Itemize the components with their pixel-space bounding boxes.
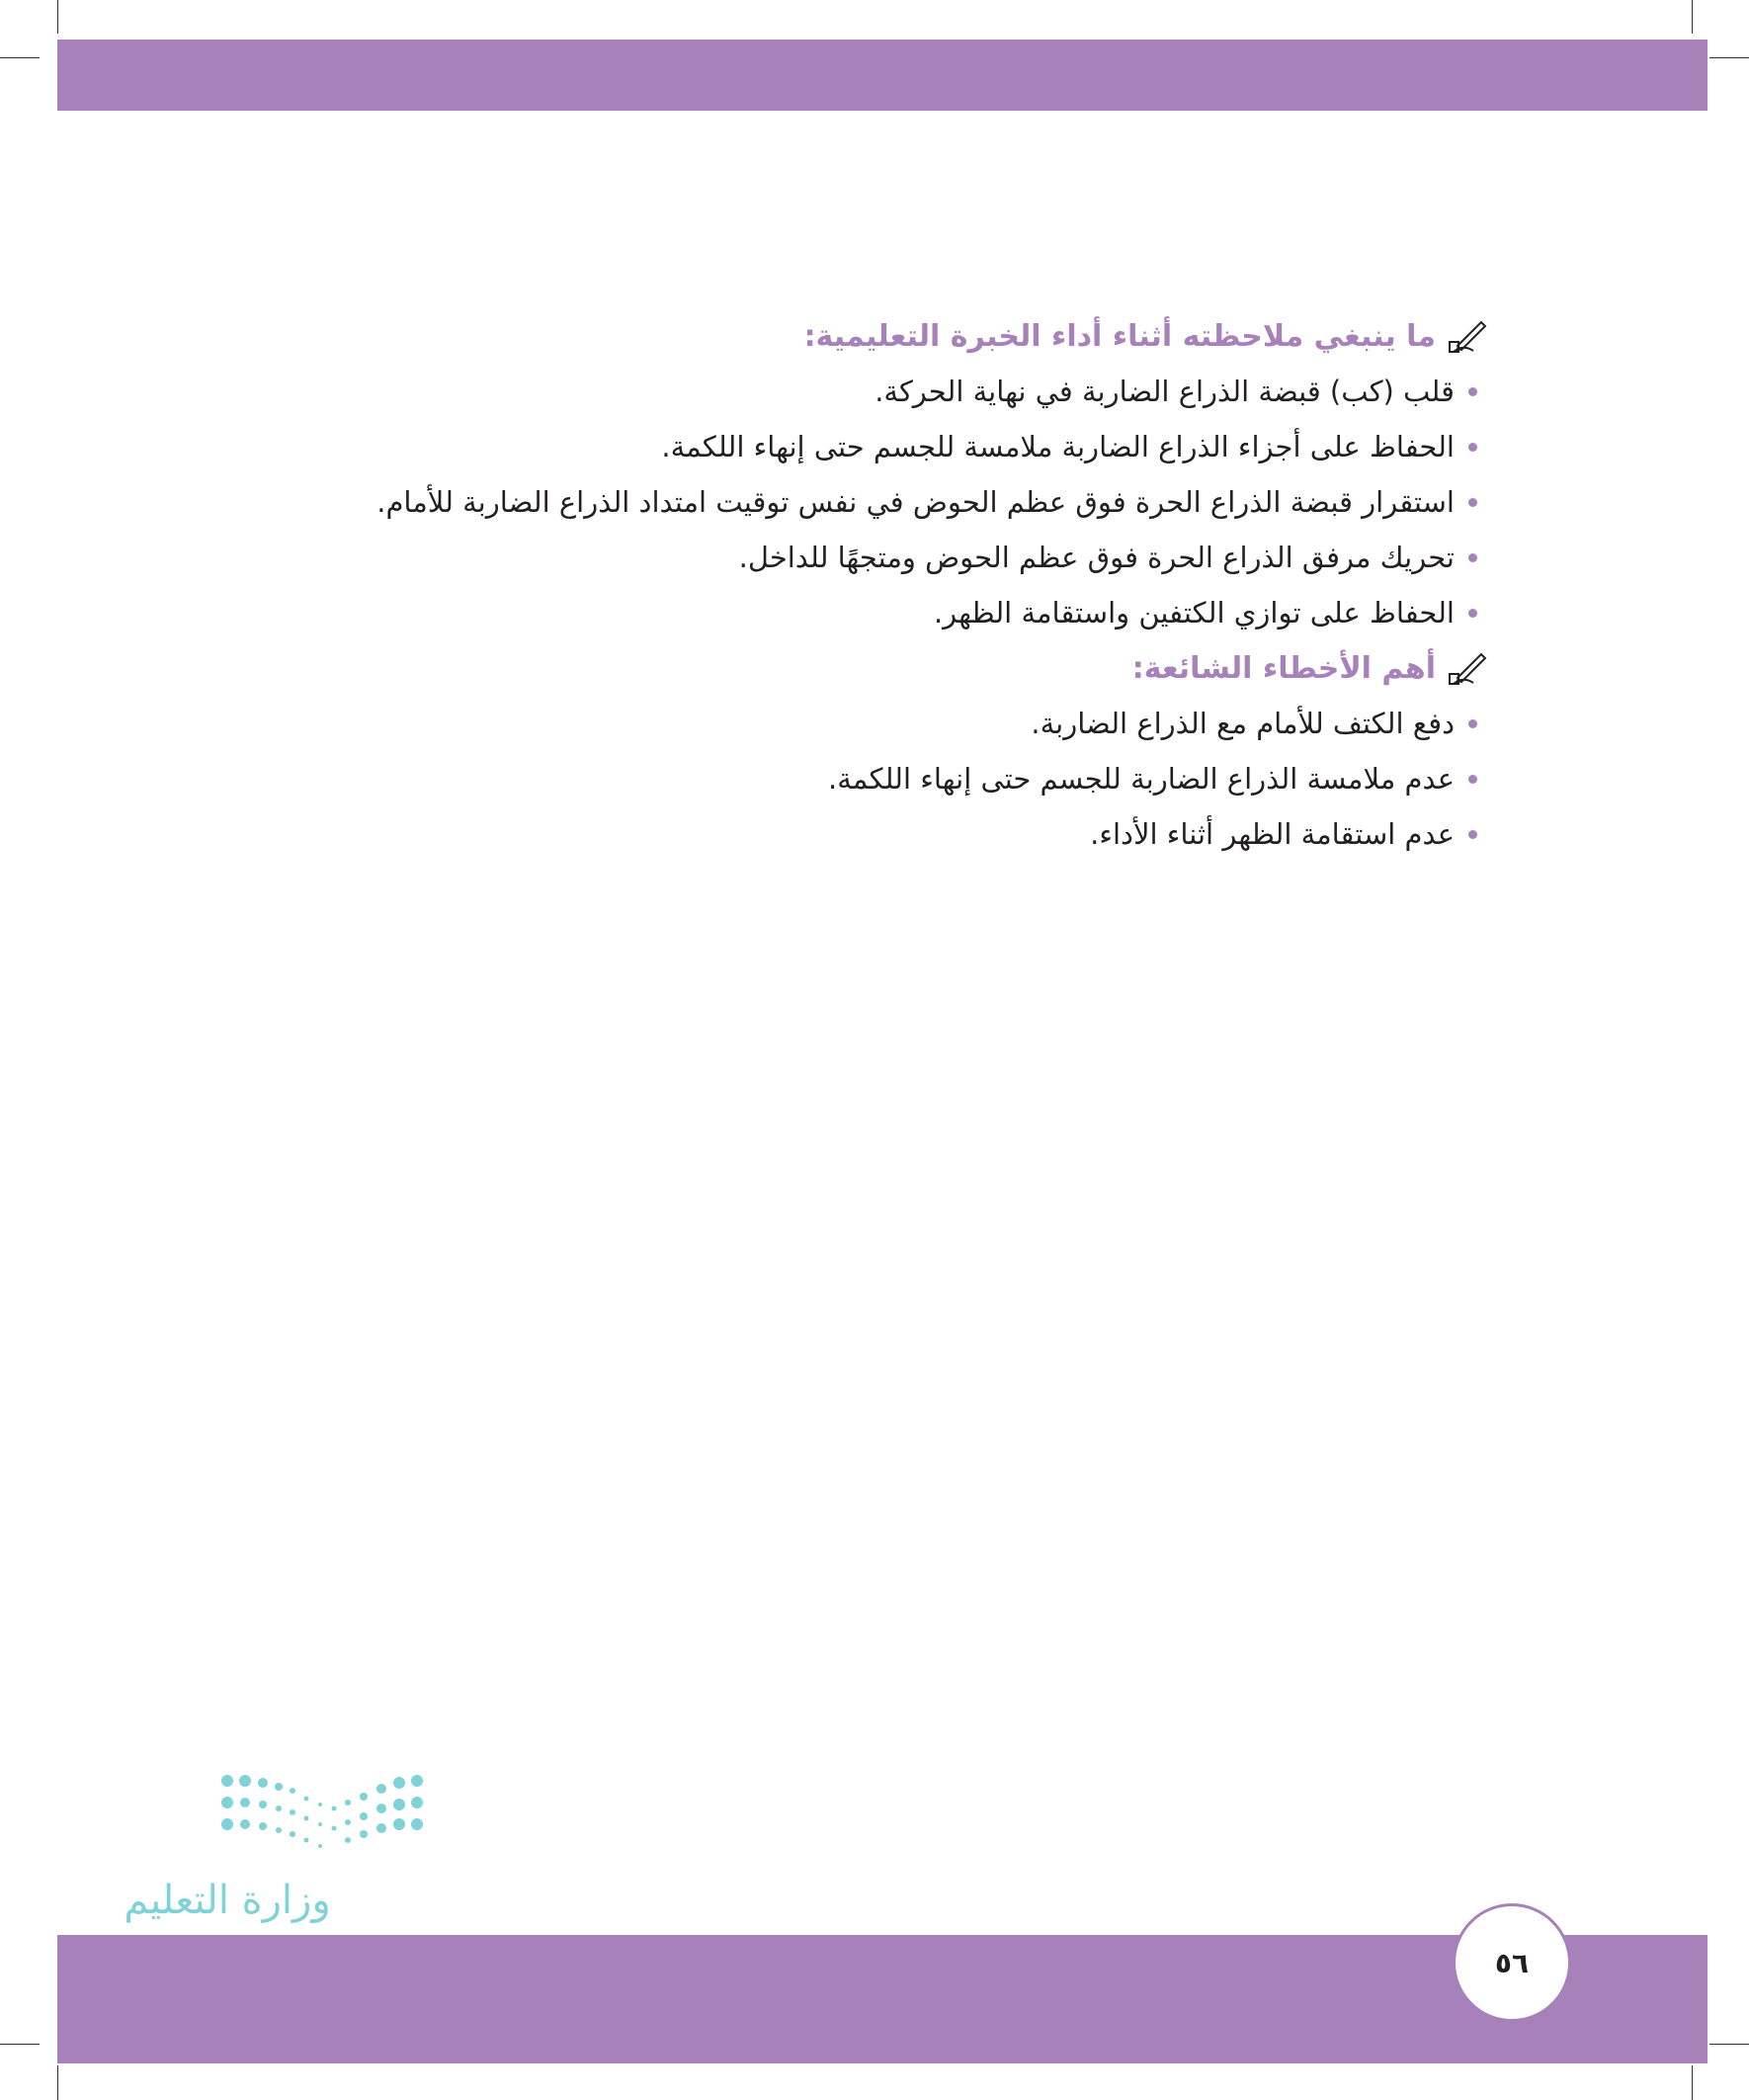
list-item	[203, 474, 1487, 530]
bullet-icon	[1468, 387, 1477, 396]
observation-heading-text: ما ينبغي ملاحظته أثناء أداء الخبرة التعليمية:	[803, 318, 1436, 354]
ministry-logo-text: وزارة التعليم	[124, 1878, 331, 1923]
list-item-text: قلب (كب) قبضة الذراع الضاربة في نهاية الحركة.	[874, 375, 1455, 408]
crop-mark	[1709, 57, 1749, 58]
list-item	[203, 530, 1487, 585]
bullet-icon	[1468, 498, 1477, 507]
crop-mark	[1709, 2044, 1749, 2045]
bullet-icon	[1468, 775, 1477, 784]
list-item-text: دفع الكتف للأمام مع الذراع الضاربة.	[1031, 707, 1455, 740]
errors-heading-text: أهم الأخطاء الشائعة:	[1131, 650, 1436, 686]
list-item	[203, 585, 1487, 640]
list-item-text: الحفاظ على أجزاء الذراع الضاربة ملامسة للجسم حتى إنهاء اللكمة.	[661, 430, 1455, 463]
crop-mark	[57, 2065, 58, 2100]
list-item	[203, 806, 1487, 862]
crop-mark	[0, 57, 40, 58]
errors-heading	[203, 640, 1487, 696]
list-item-text: عدم ملامسة الذراع الضاربة للجسم حتى إنهاء اللكمة.	[828, 762, 1455, 796]
page-number: ٥٦	[1453, 1903, 1571, 2022]
list-item	[203, 364, 1487, 419]
crop-mark	[1692, 0, 1693, 34]
errors-list	[203, 696, 1487, 862]
list-item	[203, 696, 1487, 751]
pencil-writing-icon	[1448, 318, 1487, 354]
observation-heading	[203, 308, 1487, 364]
list-item	[203, 419, 1487, 474]
bullet-icon	[1468, 443, 1477, 452]
bullet-icon	[1468, 553, 1477, 562]
list-item-text: استقرار قبضة الذراع الحرة فوق عظم الحوض في نفس توقيت امتداد الذراع الضاربة للأمام.	[376, 485, 1455, 519]
crop-mark	[57, 0, 58, 34]
list-item-text: عدم استقامة الظهر أثناء الأداء.	[1090, 817, 1455, 851]
crop-mark	[1692, 2065, 1693, 2100]
bullet-icon	[1468, 830, 1477, 839]
main-content	[203, 308, 1487, 862]
pencil-writing-icon	[1448, 650, 1487, 686]
bullet-icon	[1468, 719, 1477, 728]
bullet-icon	[1468, 609, 1477, 618]
header-band	[57, 40, 1707, 111]
list-item	[203, 751, 1487, 806]
list-item-text: تحريك مرفق الذراع الحرة فوق عظم الحوض ومتجهًا للداخل.	[738, 541, 1455, 574]
list-item-text: الحفاظ على توازي الكتفين واستقامة الظهر.	[933, 596, 1455, 630]
observation-list	[203, 364, 1487, 640]
crop-mark	[0, 2044, 40, 2045]
